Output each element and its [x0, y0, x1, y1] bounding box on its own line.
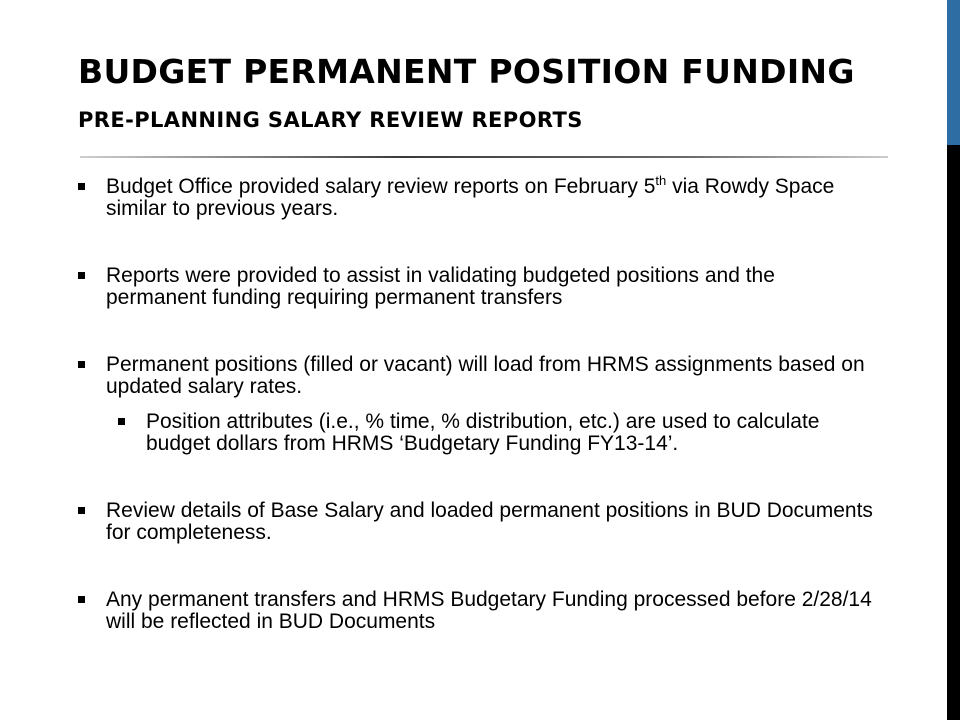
bullet-text: Position attributes (i.e., % time, % distribution, etc.) are used to calculate budget dollars from HRMS ‘Budgetary Funding FY13-14’. — [146, 410, 820, 455]
bullet-text: Reports were provided to assist in validating budgeted positions and the permanent funding requiring permanent transfers — [106, 264, 775, 309]
bullet-list — [78, 173, 878, 633]
bullet-text: Permanent positions (filled or vacant) will load from HRMS assignments based on updated salary rates. — [106, 353, 865, 398]
bullet-square-icon — [118, 418, 125, 425]
bullet-square-icon — [78, 361, 85, 368]
sub-bullet-item — [118, 411, 878, 455]
bullet-square-icon — [78, 507, 85, 514]
bullet-text: Any permanent transfers and HRMS Budgetary Funding processed before 2/28/14 will be reflected in BUD Documents — [106, 588, 872, 633]
bullet-item — [78, 500, 878, 544]
bullet-item — [78, 265, 878, 309]
bullet-square-icon — [78, 596, 85, 603]
bullet-square-icon — [78, 272, 85, 279]
slide-subtitle: PRE-PLANNING SALARY REVIEW REPORTS — [78, 108, 583, 132]
bullet-item — [78, 354, 878, 398]
bullet-square-icon — [78, 183, 85, 190]
right-edge-accent — [947, 0, 960, 145]
title-divider — [80, 156, 888, 158]
bullet-item — [78, 173, 878, 220]
superscript: th — [655, 173, 667, 188]
bullet-text: Budget Office provided salary review reports on February 5th via Rowdy Space similar to previous years. — [106, 173, 835, 220]
bullet-text: Review details of Base Salary and loaded permanent positions in BUD Documents for completeness. — [106, 499, 873, 544]
slide-title: BUDGET PERMANENT POSITION FUNDING — [78, 52, 855, 91]
bullet-item — [78, 589, 878, 633]
